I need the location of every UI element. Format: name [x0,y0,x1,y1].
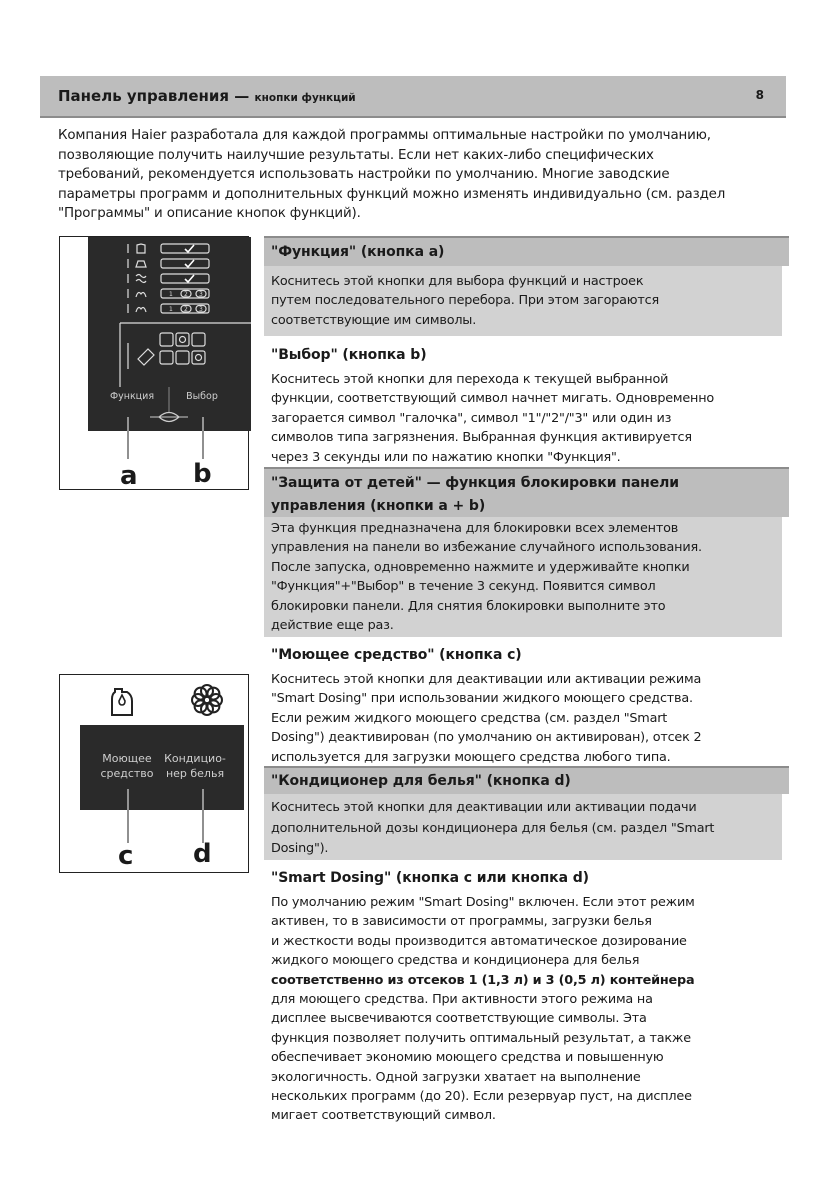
body-line: нескольких программ (до 20). Если резервуар пуст, на дисплее [271,1089,692,1105]
body-line: функции, соответствующий символ начнет мигать. Одновременно [271,391,715,407]
body-line: загорается символ "галочка", символ "1"/"2"/"3" или один из [271,410,672,426]
intro-line: Компания Haier разработала для каждой программы оптимальные настройки по умолчанию, [58,128,711,143]
softener-section-title [264,766,789,794]
body-line: Dosing"). [271,841,329,856]
body-line: Коснитесь этой кнопки для деактивации или активации подачи [271,800,697,815]
page-title [58,87,356,105]
label-a: a [120,461,138,491]
body-line: экологичность. Одной загрузки хватает на выполнение [271,1069,641,1085]
softener-section-body [264,794,782,860]
body-line: "Функция"+"Выбор" в течение 3 секунд. Появится символ [271,579,656,595]
body-line: Эта функция предназначена для блокировки всех элементов [271,521,679,536]
child-lock-title-line1: "Защита от детей" — функция блокировки панели [271,475,680,491]
option-digit-2: 2 [184,291,188,298]
body-line: дополнительной дозы кондиционера для белья (см. раздел "Smart [271,820,715,836]
child-lock-section-title [264,467,789,517]
body-line: Dosing") деактивирован (по умолчанию он активирован), отсек 2 [271,730,702,746]
body-line: функция позволяет получить оптимальный результат, а также [271,1030,691,1046]
body-line: мигает соответствующий символ. [271,1108,496,1124]
body-line: символов типа загрязнения. Выбранная функция активируется [271,430,692,446]
flower-icon [190,683,224,717]
body-line: используется для загрузки моющего средства любого типа. [271,749,671,765]
select-title-text: "Выбор" (кнопка b) [271,347,427,363]
body-line: путем последовательного перебора. При этом загораются [271,293,659,309]
intro-line: параметры программ и дополнительных функций можно изменять индивидуально (см. раздел [58,186,726,202]
body-line: для моющего средства. При активности этого режима на [271,992,653,1008]
label-c: c [118,841,134,871]
body-line: дисплее высвечиваются соответствующие символы. Эта [271,1011,647,1027]
smart-dosing-title-text: "Smart Dosing" (кнопка c или кнопка d) [271,870,589,886]
body-line: Если режим жидкого моющего средства (см. раздел "Smart [271,710,668,726]
option-digit-3: 3 [199,291,203,298]
body-line: Коснитесь этой кнопки для перехода к текущей выбранной [271,372,669,387]
smart-dosing-section-title [264,864,789,892]
function-button[interactable] [102,390,162,403]
select-section-title [264,341,789,369]
page-subtitle: кнопки функций [254,92,356,104]
smart-dosing-section-body [271,893,789,1126]
intro-line: требований, рекомендуется использовать настройки по умолчанию. Многие заводские [58,167,670,183]
detergent-icon [108,683,138,717]
detergent-button-label-2: средство [100,767,154,780]
figure1-leaders [60,431,248,491]
label-d: d [193,839,212,869]
page-title-text: Панель управления — [58,87,250,105]
body-line-bold: соответственно из отсеков 1 (1,3 л) и 3 (0,5 л) контейнера [271,972,695,988]
function-section-body [264,266,782,336]
child-lock-title-line2: управления (кнопки a + b) [271,498,486,514]
body-line: "Smart Dosing" при использовании жидкого моющего средства. [271,691,693,707]
label-b: b [193,459,212,489]
option-digit-1: 1 [169,306,173,313]
option-digit-2: 2 [184,306,188,313]
select-button[interactable] [172,390,232,403]
detergent-section-body [271,670,789,767]
figure2-leaders [60,775,248,885]
intro-line: позволяющие получить наилучшие результаты. Если нет каких-либо специфических [58,147,654,163]
body-line: По умолчанию режим "Smart Dosing" включен. Если этот режим [271,895,695,910]
function-button-label: Функция [109,391,155,402]
softener-title-text: "Кондиционер для белья" (кнопка d) [271,773,571,789]
softener-button-label-2: нер белья [165,767,225,780]
intro-line: "Программы" и описание кнопок функций). [58,206,361,222]
option-digit-1: 1 [169,291,173,298]
body-line: Коснитесь этой кнопки для выбора функций и настроек [271,274,644,289]
section-header [40,76,786,118]
figure-function-select [59,236,249,490]
body-line: и жесткости воды производится автоматическое дозирование [271,933,687,949]
detergent-button-label-1: Моющее [102,752,152,765]
function-section-title [264,236,789,266]
select-button-label: Выбор [186,391,218,402]
body-line: управления на панели во избежание случайного использования. [271,540,702,556]
detergent-title-text: "Моющее средство" (кнопка c) [271,647,522,663]
body-line: блокировки панели. Для снятия блокировки выполните это [271,598,666,614]
softener-button-label-1: Кондицио- [164,752,226,765]
body-line: активен, то в зависимости от программы, загрузки белья [271,914,652,930]
function-title-text: "Функция" (кнопка a) [271,244,445,260]
child-lock-section-body [264,517,782,637]
figure-detergent-softener [59,674,249,873]
detergent-section-title [264,641,789,669]
body-line: действие еще раз. [271,618,394,634]
body-line: соответствующие им символы. [271,312,477,328]
body-line: через 3 секунды или по нажатию кнопки "Функция". [271,449,621,465]
body-line: Коснитесь этой кнопки для деактивации или активации режима [271,672,702,687]
select-section-body [271,370,789,467]
body-line: обеспечивает экономию моющего средства и повышенную [271,1050,664,1066]
body-line: После запуска, одновременно нажмите и удерживайте кнопки [271,559,690,575]
option-digit-3: 3 [199,306,203,313]
body-line: жидкого моющего средства и кондиционера для белья [271,953,640,969]
intro-paragraph [58,126,778,224]
page-number: 8 [755,88,764,102]
